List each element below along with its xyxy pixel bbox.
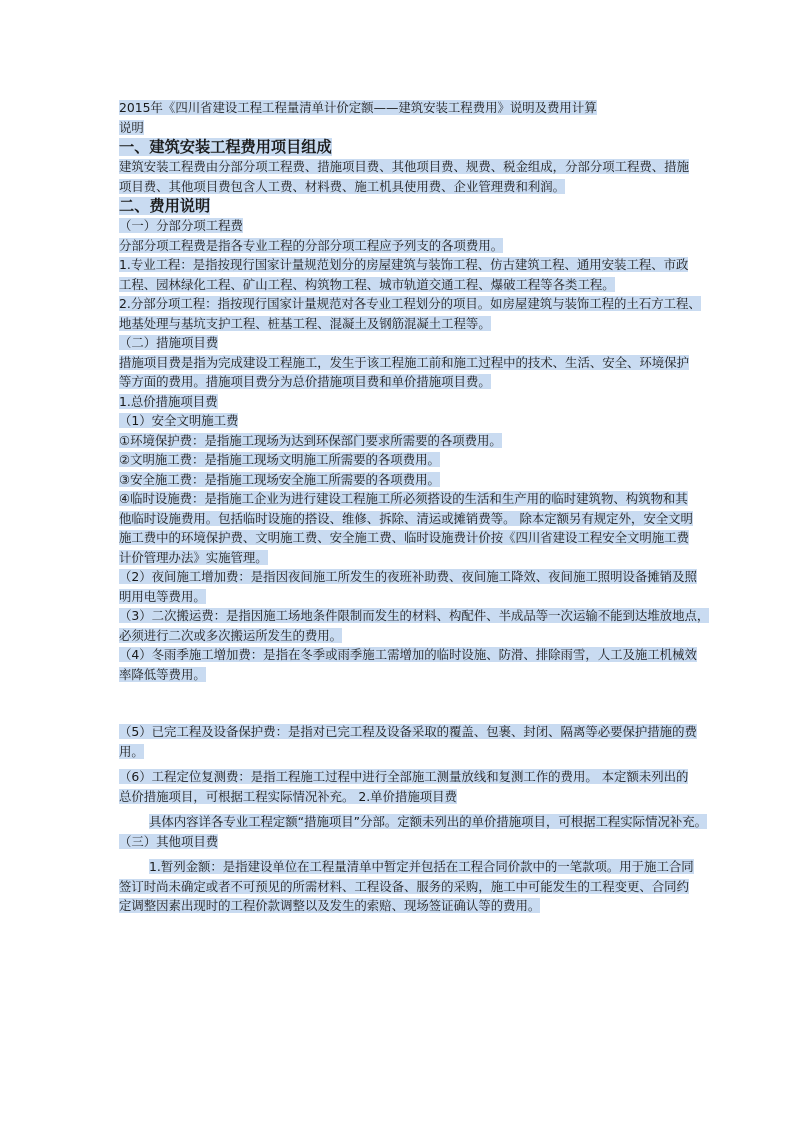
paragraph-line: 具体内容详各专业工程定额“措施项目”分部。定额未列出的单价措施项目，可根据工程实际情况补充。 <box>149 814 708 829</box>
subsection-heading: （一）分部分项工程费 <box>119 218 243 233</box>
paragraph-line: 2.分部分项工程：指按现行国家计量规范对各专业工程划分的项目。如房屋建筑与装饰工程的土石方工程、 <box>119 296 701 311</box>
paragraph-line: 措施项目费是指为完成建设工程施工，发生于该工程施工前和施工过程中的技术、生活、安全、环境保护 <box>119 354 689 370</box>
paragraph-line: 建筑安装工程费由分部分项工程费、措施项目费、其他项目费、规费、税金组成，分部分项工程费、措施 <box>119 159 689 174</box>
paragraph-line: 工程、园林绿化工程、矿山工程、构筑物工程、城市轨道交通工程、爆破工程等各类工程。 <box>119 276 615 292</box>
paragraph-line: 等方面的费用。措施项目费分为总价措施项目费和单价措施项目费。 <box>119 374 491 389</box>
paragraph-line: （5）已完工程及设备保护费：是指对已完工程及设备采取的覆盖、包裹、封闭、隔离等必要保护措施的费 <box>119 724 697 739</box>
paragraph-line: 分部分项工程费是指各专业工程的分部分项工程应予列支的各项费用。 <box>119 237 504 253</box>
paragraph-line: ③安全施工费：是指施工现场安全施工所需要的各项费用。 <box>119 471 440 487</box>
paragraph-line: 总价措施项目，可根据工程实际情况补充。 2.单价措施项目费 <box>119 788 457 804</box>
paragraph-line: 签订时尚未确定或者不可预见的所需材料、工程设备、服务的采购，施工中可能发生的工程变更、合同约 <box>119 878 689 894</box>
paragraph-line: 1.总价措施项目费 <box>119 393 218 409</box>
document-body <box>119 98 710 916</box>
paragraph-line: 地基处理与基坑支护工程、桩基工程、混凝土及钢筋混凝土工程等。 <box>119 315 491 331</box>
paragraph-line: （4）冬雨季施工增加费：是指在冬季或雨季施工需增加的临时设施、防滑、排除雨雪，人工及施工机械效 <box>119 647 697 662</box>
document-title: 2015年《四川省建设工程工程量清单计价定额——建筑安装工程费用》说明及费用计算 <box>119 100 597 115</box>
subsection-heading: （二）措施项目费 <box>119 335 219 350</box>
paragraph-line: （6）工程定位复测费：是指工程施工过程中进行全部施工测量放线和复测工作的费用。 本定额未列出的 <box>119 769 689 784</box>
section-heading: 二、费用说明 <box>119 197 211 215</box>
paragraph-line: 用。 <box>119 743 144 759</box>
paragraph-line: 1.暂列金额：是指建设单位在工程量清单中暂定并包括在工程合同价款中的一笔款项。用于施工合同 <box>149 859 694 874</box>
paragraph-line: 计价管理办法》实施管理。 <box>119 549 268 565</box>
paragraph-line: 施工费中的环境保护费、文明施工费、安全施工费、临时设施费计价按《四川省建设工程安全文明施工费 <box>119 530 689 545</box>
paragraph-line: 定调整因素出现时的工程价款调整以及发生的索赔、现场签证确认等的费用。 <box>119 898 541 913</box>
paragraph-line: （1）安全文明施工费 <box>119 413 239 428</box>
paragraph-line: 项目费、其他项目费包含人工费、材料费、施工机具使用费、企业管理费和利润。 <box>119 178 566 194</box>
paragraph-line: ①环境保护费：是指施工现场为达到环保部门要求所需要的各项费用。 <box>119 432 502 448</box>
section-heading: 一、建筑安装工程费用项目组成 <box>119 138 332 156</box>
paragraph-line: （3）二次搬运费：是指因施工场地条件限制而发生的材料、构配件、半成品等一次运输不能到达堆放地点， <box>119 608 710 623</box>
paragraph-line: 他临时设施费用。包括临时设施的搭设、维修、拆除、清运或摊销费等。 除本定额另有规定外，安全文明 <box>119 510 693 526</box>
subsection-heading: （三）其他项目费 <box>119 833 219 849</box>
paragraph-line: 必须进行二次或多次搬运所发生的费用。 <box>119 627 343 643</box>
intro-label: 说明 <box>119 119 144 135</box>
paragraph-line: 明用电等费用。 <box>119 588 206 604</box>
paragraph-line: （2）夜间施工增加费：是指因夜间施工所发生的夜班补助费、夜间施工降效、夜间施工照明设备摊销及照 <box>119 569 697 584</box>
paragraph-line: ②文明施工费：是指施工现场文明施工所需要的各项费用。 <box>119 452 440 467</box>
paragraph-line: ④临时设施费：是指施工企业为进行建设工程施工所必须搭设的生活和生产用的临时建筑物、构筑物和其 <box>119 491 688 506</box>
paragraph-line: 率降低等费用。 <box>119 666 206 682</box>
paragraph-line: 1.专业工程：是指按现行国家计量规范划分的房屋建筑与装饰工程、仿古建筑工程、通用安装工程、市政 <box>119 257 689 272</box>
